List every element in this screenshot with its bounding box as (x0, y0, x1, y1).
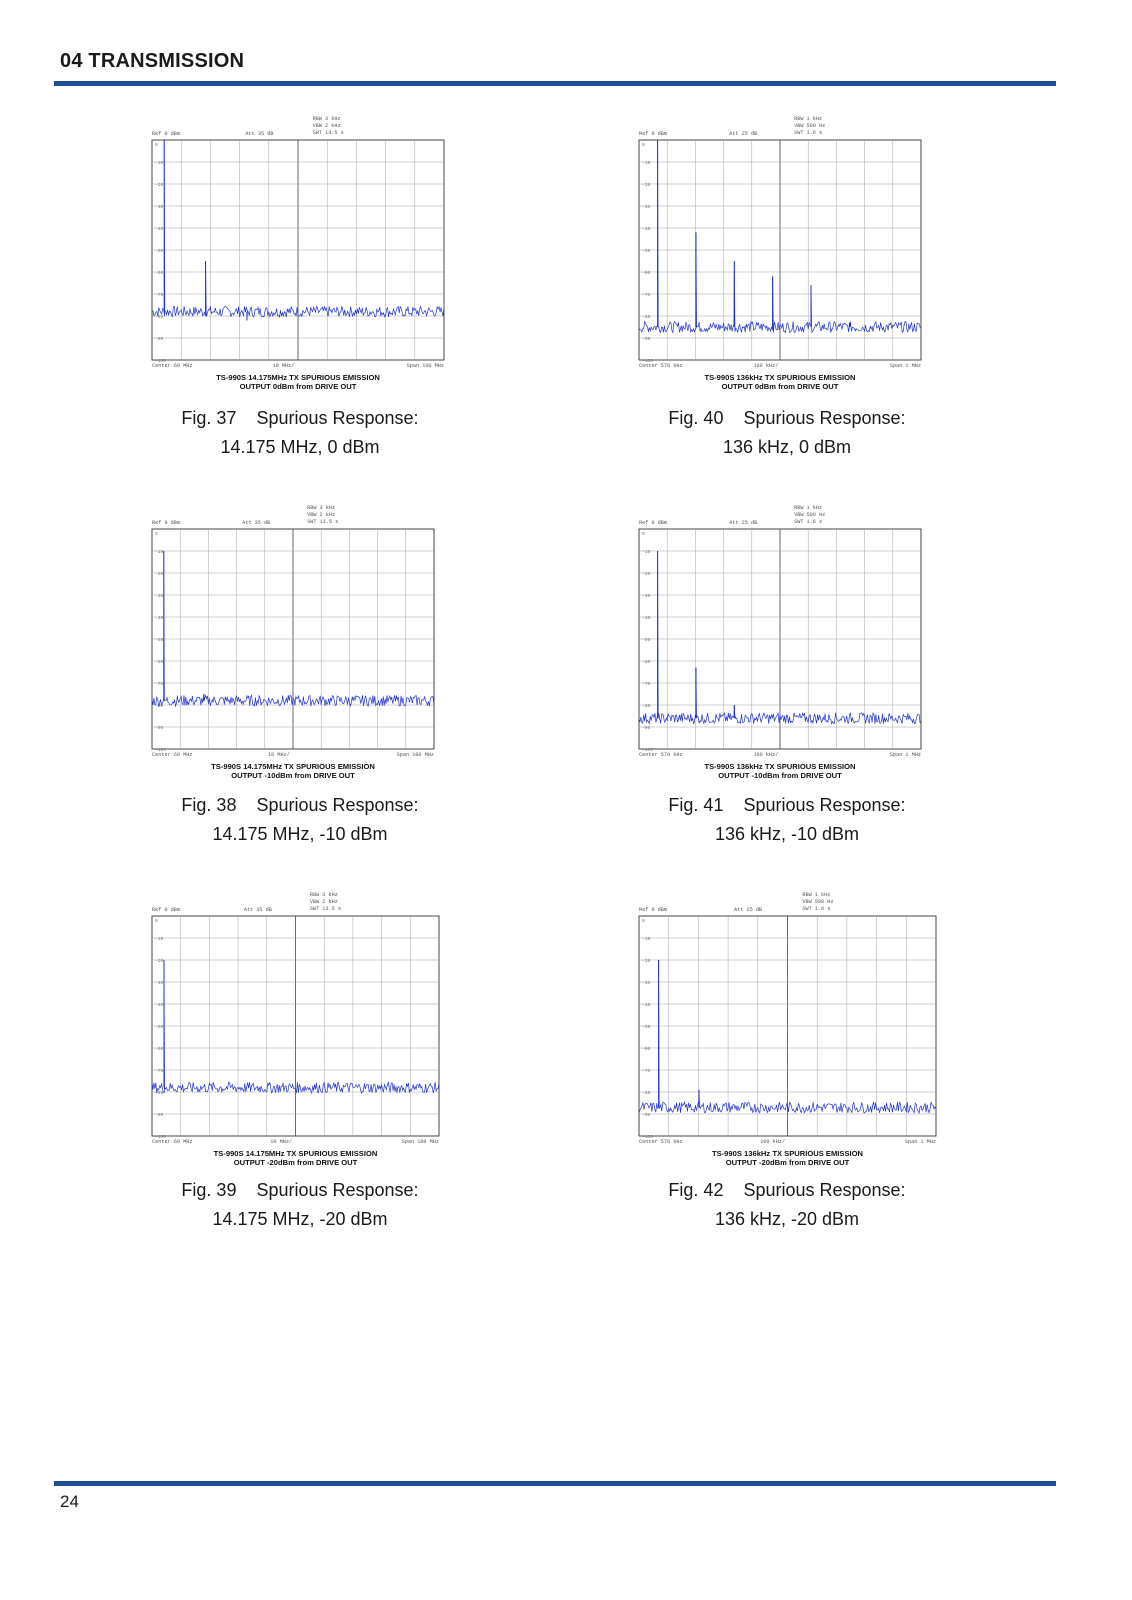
figure-number: Fig. 42 (668, 1180, 724, 1200)
y-tick-label: -70 (155, 682, 164, 687)
y-tick-label: -30 (155, 594, 164, 599)
y-tick-label: -60 (642, 660, 651, 665)
caption-subtitle: 136 kHz, -20 dBm (714, 1209, 860, 1229)
figure-caption (637, 404, 937, 462)
y-tick-label: -20 (642, 959, 651, 964)
y-tick-label: -10 (155, 550, 164, 555)
y-tick-label: -10 (155, 161, 164, 166)
y-tick-label: -60 (155, 271, 164, 276)
y-tick-label: -100 (642, 359, 654, 364)
attenuation-label: Att 25 dB (729, 131, 758, 137)
y-tick-label: -80 (642, 704, 651, 709)
swt-label: SWT 1.6 s (794, 519, 823, 525)
y-tick-label: -30 (642, 205, 651, 210)
y-tick-label: -20 (642, 572, 651, 577)
figure-caption (637, 1176, 937, 1234)
screen-caption-title: TS-990S 136kHz TX SPURIOUS EMISSION (704, 373, 856, 382)
screen-caption-title: TS-990S 14.175MHz TX SPURIOUS EMISSION (216, 373, 380, 382)
y-tick-label: -80 (642, 1091, 651, 1096)
y-tick-label: 0 (155, 919, 158, 924)
y-tick-label: -70 (155, 293, 164, 298)
y-tick-label: -30 (155, 205, 164, 210)
y-tick-label: -80 (155, 704, 164, 709)
y-tick-label: -70 (642, 1069, 651, 1074)
y-tick-label: -30 (155, 981, 164, 986)
header-rule (54, 81, 1056, 86)
y-tick-label: -40 (642, 227, 651, 232)
y-tick-label: -100 (642, 748, 654, 753)
y-tick-label: -40 (155, 1003, 164, 1008)
vbw-label: VBW 2 kHz (309, 899, 338, 905)
screen-caption-title: TS-990S 14.175MHz TX SPURIOUS EMISSION (213, 1149, 378, 1158)
y-tick-label: 0 (642, 919, 645, 924)
figure-number: Fig. 40 (668, 408, 724, 428)
y-tick-label: -30 (642, 981, 651, 986)
caption-title: Spurious Response: (256, 1180, 419, 1200)
y-tick-label: -50 (642, 249, 651, 254)
y-tick-label: 0 (642, 143, 645, 148)
figure-number: Fig. 37 (181, 408, 237, 428)
attenuation-label: Att 25 dB (734, 907, 763, 913)
y-tick-label: -10 (155, 937, 164, 942)
span-label: Span 100 MHz (401, 1139, 439, 1145)
y-tick-label: -90 (642, 337, 651, 342)
screen-caption-title: TS-990S 136kHz TX SPURIOUS EMISSION (711, 1149, 864, 1158)
spectrum-chart (150, 116, 450, 401)
screen-caption-title: TS-990S 14.175MHz TX SPURIOUS EMISSION (211, 762, 375, 771)
y-tick-label: -100 (155, 359, 167, 364)
caption-subtitle: 14.175 MHz, -10 dBm (212, 824, 388, 844)
y-tick-label: -30 (642, 594, 651, 599)
figure-caption (637, 791, 937, 849)
screen-caption-output: OUTPUT -20dBm from DRIVE OUT (233, 1158, 358, 1167)
figure-number: Fig. 41 (668, 795, 724, 815)
y-tick-label: -40 (155, 616, 164, 621)
y-tick-label: -20 (642, 183, 651, 188)
y-tick-label: -80 (155, 1091, 164, 1096)
rbw-label: RBW 1 kHz (802, 892, 831, 898)
center-frequency-label: Center 570 kHz (639, 1139, 683, 1145)
ref-level-label: Ref 0 dBm (639, 520, 668, 526)
span-label: Span 1 MHz (904, 1139, 936, 1145)
vbw-label: VBW 2 kHz (307, 512, 336, 518)
division-label: 100 kHz/ (753, 752, 779, 758)
y-tick-label: -70 (642, 682, 651, 687)
y-tick-label: -10 (642, 937, 651, 942)
swt-label: SWT 13.5 s (309, 906, 341, 912)
swt-label: SWT 13.5 s (312, 130, 344, 136)
y-tick-label: -50 (642, 638, 651, 643)
ref-level-label: Ref 0 dBm (639, 907, 668, 913)
y-tick-label: -40 (155, 227, 164, 232)
caption-subtitle: 14.175 MHz, -20 dBm (212, 1209, 388, 1229)
caption-subtitle: 136 kHz, 0 dBm (722, 437, 852, 457)
y-tick-label: -80 (155, 315, 164, 320)
y-tick-label: -90 (155, 726, 164, 731)
ref-level-label: Ref 0 dBm (152, 520, 181, 526)
y-tick-label: -50 (155, 1025, 164, 1030)
division-label: 100 kHz/ (760, 1139, 786, 1145)
y-tick-label: -40 (642, 1003, 651, 1008)
y-tick-label: -70 (155, 1069, 164, 1074)
ref-level-label: Ref 0 dBm (152, 131, 181, 137)
division-label: 100 kHz/ (753, 363, 779, 369)
swt-label: SWT 1.6 s (802, 906, 831, 912)
y-tick-label: 0 (155, 532, 158, 537)
y-tick-label: -50 (642, 1025, 651, 1030)
y-tick-label: -100 (155, 1135, 167, 1140)
y-tick-label: -100 (155, 748, 167, 753)
figure-number: Fig. 38 (181, 795, 237, 815)
center-frequency-label: Center 60 MHz (152, 752, 193, 758)
center-frequency-label: Center 60 MHz (152, 363, 193, 369)
y-tick-label: -90 (155, 337, 164, 342)
y-tick-label: -90 (642, 726, 651, 731)
y-tick-label: 0 (155, 143, 158, 148)
ref-level-label: Ref 0 dBm (639, 131, 668, 137)
screen-caption-output: OUTPUT -10dBm from DRIVE OUT (718, 771, 842, 780)
screen-caption-output: OUTPUT 0dBm from DRIVE OUT (239, 382, 357, 391)
span-label: Span 1 MHz (889, 752, 921, 758)
span-label: Span 1 MHz (889, 363, 921, 369)
attenuation-label: Att 35 dB (245, 131, 274, 137)
vbw-label: VBW 500 Hz (802, 899, 834, 905)
caption-title: Spurious Response: (743, 795, 906, 815)
center-frequency-label: Center 60 MHz (152, 1139, 193, 1145)
figure-number: Fig. 39 (181, 1180, 237, 1200)
rbw-label: RBW 3 kHz (307, 505, 336, 511)
y-tick-label: -60 (155, 660, 164, 665)
spectrum-chart (150, 892, 445, 1177)
screen-caption-output: OUTPUT -10dBm from DRIVE OUT (231, 771, 355, 780)
y-tick-label: 0 (642, 532, 645, 537)
caption-title: Spurious Response: (743, 1180, 906, 1200)
vbw-label: VBW 500 Hz (794, 123, 826, 129)
ref-level-label: Ref 0 dBm (152, 907, 181, 913)
caption-title: Spurious Response: (256, 408, 419, 428)
attenuation-label: Att 35 dB (242, 520, 271, 526)
vbw-label: VBW 2 kHz (312, 123, 341, 129)
center-frequency-label: Center 570 kHz (639, 752, 683, 758)
y-tick-label: -50 (155, 249, 164, 254)
y-tick-label: -60 (642, 1047, 651, 1052)
page-title: 04 TRANSMISSION (60, 50, 245, 72)
caption-title: Spurious Response: (743, 408, 906, 428)
caption-subtitle: 136 kHz, -10 dBm (714, 824, 860, 844)
caption-subtitle: 14.175 MHz, 0 dBm (220, 437, 380, 457)
span-label: Span 100 MHz (406, 363, 444, 369)
division-label: 10 MHz/ (272, 363, 295, 369)
swt-label: SWT 13.5 s (307, 519, 339, 525)
y-tick-label: -100 (642, 1135, 654, 1140)
y-tick-label: -90 (155, 1113, 164, 1118)
rbw-label: RBW 1 kHz (794, 505, 823, 511)
span-label: Span 100 MHz (396, 752, 434, 758)
y-tick-label: -70 (642, 293, 651, 298)
y-tick-label: -20 (155, 183, 164, 188)
y-tick-label: -20 (155, 572, 164, 577)
y-tick-label: -50 (155, 638, 164, 643)
page-number: 24 (60, 1492, 79, 1511)
rbw-label: RBW 3 kHz (312, 116, 341, 122)
spectrum-chart (637, 505, 927, 790)
y-tick-label: -60 (155, 1047, 164, 1052)
attenuation-label: Att 25 dB (729, 520, 758, 526)
figure-caption (150, 1176, 450, 1234)
y-tick-label: -10 (642, 161, 651, 166)
screen-caption-output: OUTPUT -20dBm from DRIVE OUT (725, 1158, 850, 1167)
rbw-label: RBW 3 kHz (309, 892, 338, 898)
screen-caption-output: OUTPUT 0dBm from DRIVE OUT (721, 382, 839, 391)
figure-caption (150, 404, 450, 462)
y-tick-label: -80 (642, 315, 651, 320)
attenuation-label: Att 35 dB (243, 907, 272, 913)
y-tick-label: -20 (155, 959, 164, 964)
screen-caption-title: TS-990S 136kHz TX SPURIOUS EMISSION (704, 762, 856, 771)
y-tick-label: -60 (642, 271, 651, 276)
figure-caption (150, 791, 450, 849)
swt-label: SWT 1.6 s (794, 130, 823, 136)
division-label: 10 MHz/ (270, 1139, 293, 1145)
division-label: 10 MHz/ (268, 752, 290, 758)
spectrum-chart (637, 892, 942, 1177)
rbw-label: RBW 1 kHz (794, 116, 823, 122)
vbw-label: VBW 500 Hz (794, 512, 826, 518)
y-tick-label: -40 (642, 616, 651, 621)
center-frequency-label: Center 570 kHz (639, 363, 683, 369)
y-tick-label: -10 (642, 550, 651, 555)
spectrum-chart (150, 505, 440, 790)
y-tick-label: -90 (642, 1113, 651, 1118)
spectrum-chart (637, 116, 927, 396)
footer-rule (54, 1481, 1056, 1486)
caption-title: Spurious Response: (256, 795, 419, 815)
